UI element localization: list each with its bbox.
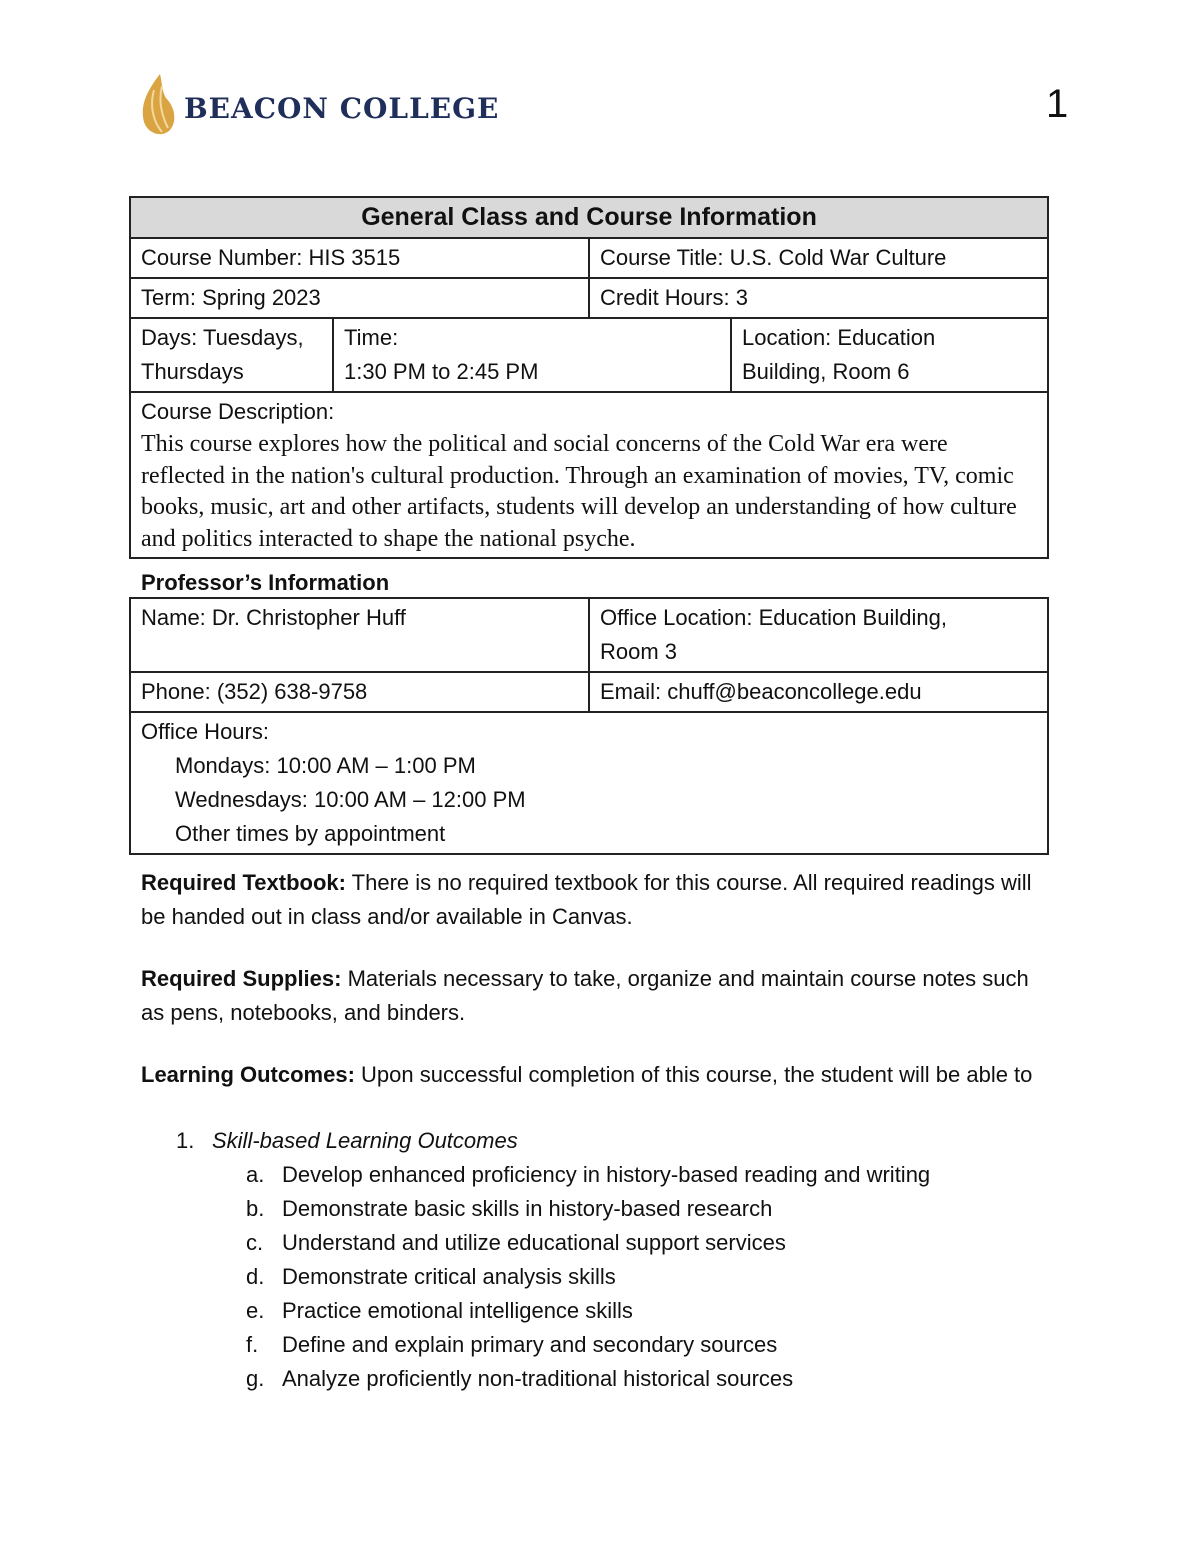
days-line: Thursdays [141, 359, 244, 384]
beacon-college-logo [140, 72, 499, 138]
outcomes-list [176, 1124, 930, 1396]
textbook-label: Required Textbook: [141, 870, 346, 895]
office-location-line: Office Location: Education Building, [600, 605, 947, 630]
logo-text: BEACON COLLEGE [184, 91, 500, 125]
location-line: Building, Room 6 [742, 359, 910, 384]
list-item [176, 1260, 930, 1294]
list-item-text: Understand and utilize educational support services [282, 1230, 786, 1255]
office-hours-item: Mondays: 10:00 AM – 1:00 PM [175, 753, 476, 778]
list-item [176, 1294, 930, 1328]
supplies-label: Required Supplies: [141, 966, 342, 991]
outcomes-label: Learning Outcomes: [141, 1062, 355, 1087]
list-item [176, 1362, 930, 1396]
description-text: This course explores how the political and social concerns of the Cold War era were reflected in the nation's cultural production. Through an examination of movies, TV, comic books, music, art and other artifacts, students will develop an understanding of how culture and politics interacted to shape the national psyche. [141, 431, 1017, 552]
time-value: 1:30 PM to 2:45 PM [344, 359, 539, 384]
course-info-table [129, 196, 1049, 559]
list-item-text: Demonstrate critical analysis skills [282, 1264, 616, 1289]
textbook-text: There is no required textbook for this course. All required readings will be handed out in class and/or available in Canvas. [141, 870, 1032, 929]
professor-heading: Professor’s Information [141, 570, 390, 595]
outcomes-text: Upon successful completion of this course, the student will be able to [354, 1062, 1033, 1087]
credit-hours: Credit Hours: 3 [589, 278, 1048, 318]
list-marker: f. [246, 1332, 259, 1357]
outcome-group [176, 1124, 930, 1158]
group-title: Skill-based Learning Outcomes [212, 1128, 518, 1153]
list-item-text: Define and explain primary and secondary sources [282, 1332, 778, 1357]
list-marker: b. [246, 1196, 265, 1221]
course-description [130, 392, 1048, 558]
professor-name: Name: Dr. Christopher Huff [130, 598, 589, 672]
course-number: Course Number: HIS 3515 [130, 238, 589, 278]
list-item [176, 1158, 930, 1192]
time [333, 318, 731, 392]
office-hours-item: Other times by appointment [175, 821, 446, 846]
list-marker: 1. [176, 1128, 195, 1153]
list-marker: a. [246, 1162, 265, 1187]
list-item [176, 1328, 930, 1362]
list-item-text: Demonstrate basic skills in history-based research [282, 1196, 773, 1221]
location [731, 318, 1048, 392]
office-location-line: Room 3 [600, 639, 678, 664]
list-item [176, 1226, 930, 1260]
days [130, 318, 333, 392]
office-hours-item: Wednesdays: 10:00 AM – 12:00 PM [175, 787, 526, 812]
list-marker: g. [246, 1366, 265, 1391]
supplies-text: Materials necessary to take, organize and maintain course notes such as pens, notebooks, and binders. [141, 966, 1029, 1025]
list-marker: e. [246, 1298, 265, 1323]
location-line: Location: Education [742, 325, 936, 350]
term: Term: Spring 2023 [130, 278, 589, 318]
list-item-text: Analyze proficiently non-traditional historical sources [282, 1366, 794, 1391]
list-item-text: Develop enhanced proficiency in history-based reading and writing [282, 1162, 931, 1187]
time-label: Time: [344, 325, 399, 350]
list-item-text: Practice emotional intelligence skills [282, 1298, 633, 1323]
learning-outcomes [141, 1058, 1041, 1092]
email[interactable]: Email: chuff@beaconcollege.edu [589, 672, 1048, 712]
list-item [176, 1192, 930, 1226]
flame-icon [140, 72, 178, 138]
office-hours [130, 712, 1048, 854]
list-marker: d. [246, 1264, 265, 1289]
phone: Phone: (352) 638-9758 [130, 672, 589, 712]
days-line: Days: Tuesdays, [141, 325, 304, 350]
course-title: Course Title: U.S. Cold War Culture [589, 238, 1048, 278]
professor-table [129, 597, 1049, 855]
list-marker: c. [246, 1230, 264, 1255]
required-supplies [141, 962, 1041, 1030]
page-number: 1 [1046, 82, 1069, 126]
description-label: Course Description: [141, 399, 335, 424]
required-textbook [141, 866, 1041, 934]
office-hours-label: Office Hours: [141, 719, 269, 744]
table-title: General Class and Course Information [130, 197, 1048, 238]
office-location [589, 598, 1048, 672]
